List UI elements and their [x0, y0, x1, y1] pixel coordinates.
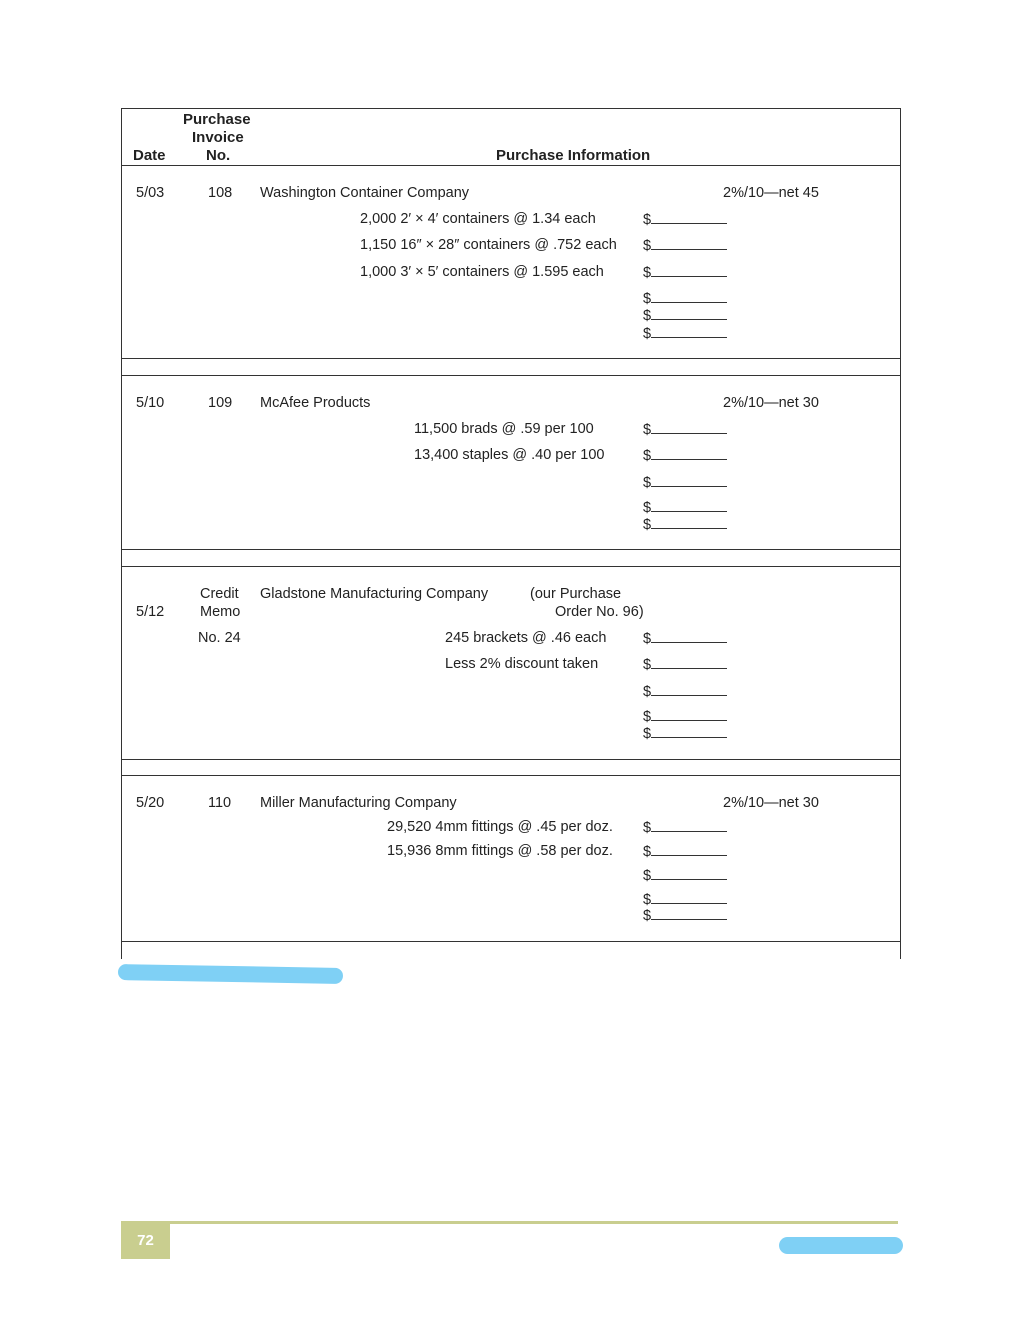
amount-blank[interactable]: $ [643, 516, 727, 533]
amount-blank[interactable]: $ [643, 499, 727, 516]
header-invoice-line3: No. [206, 147, 231, 164]
amount-blank[interactable]: $ [643, 891, 727, 908]
credit-memo-label: Memo [200, 604, 241, 620]
amount-blank[interactable]: $ [643, 708, 727, 725]
entry-vendor: Gladstone Manufacturing Company [260, 586, 489, 602]
entry-item: 1,000 3′ × 5′ containers @ 1.595 each [360, 264, 604, 280]
redaction-mark [118, 964, 343, 984]
entry-terms: 2%/10—net 45 [723, 185, 819, 201]
amount-blank[interactable]: $ [643, 421, 727, 438]
header-invoice-line2: Invoice [192, 129, 244, 146]
entry-terms: 2%/10—net 30 [723, 395, 819, 411]
entry-vendor: McAfee Products [260, 395, 371, 411]
entry-item: 29,520 4mm fittings @ .45 per doz. [387, 819, 613, 835]
entry-vendor: Washington Container Company [260, 185, 470, 201]
footer-rule [121, 1221, 898, 1224]
entry-item: 245 brackets @ .46 each [445, 630, 607, 646]
entry-item: 1,150 16″ × 28″ containers @ .752 each [360, 237, 617, 253]
section-divider [121, 375, 901, 376]
entry-date: 5/12 [136, 604, 165, 620]
entry-item: 11,500 brads @ .59 per 100 [414, 421, 594, 437]
credit-memo-number: No. 24 [198, 630, 241, 646]
purchase-order-note: (our Purchase [530, 586, 622, 602]
entry-invoice-number: 108 [208, 185, 233, 201]
amount-blank[interactable]: $ [643, 630, 727, 647]
amount-blank[interactable]: $ [643, 325, 727, 342]
section-divider [121, 759, 901, 760]
amount-blank[interactable]: $ [643, 683, 727, 700]
section-divider [121, 566, 901, 567]
amount-blank[interactable]: $ [643, 725, 727, 742]
entry-date: 5/20 [136, 795, 165, 811]
section-divider [121, 775, 901, 776]
amount-blank[interactable]: $ [643, 307, 727, 324]
amount-blank[interactable]: $ [643, 843, 727, 860]
amount-blank[interactable]: $ [643, 290, 727, 307]
section-divider [121, 358, 901, 359]
purchase-order-note: Order No. 96) [555, 604, 644, 620]
entry-date: 5/03 [136, 185, 165, 201]
amount-blank[interactable]: $ [643, 867, 727, 884]
entry-item: 15,936 8mm fittings @ .58 per doz. [387, 843, 613, 859]
entry-item: 2,000 2′ × 4′ containers @ 1.34 each [360, 211, 596, 227]
amount-blank[interactable]: $ [643, 447, 727, 464]
entry-invoice-number: 109 [208, 395, 233, 411]
amount-blank[interactable]: $ [643, 819, 727, 836]
amount-blank[interactable]: $ [643, 656, 727, 673]
credit-memo-label: Credit [200, 586, 239, 602]
entry-terms: 2%/10—net 30 [723, 795, 819, 811]
header-date: Date [133, 147, 166, 164]
section-divider [121, 941, 901, 942]
entry-invoice-number: 110 [208, 795, 232, 811]
header-divider [121, 165, 901, 166]
amount-blank[interactable]: $ [643, 474, 727, 491]
header-purchase-information: Purchase Information [496, 147, 651, 164]
amount-blank[interactable]: $ [643, 907, 727, 924]
amount-blank[interactable]: $ [643, 237, 727, 254]
amount-blank[interactable]: $ [643, 264, 727, 281]
entry-vendor: Miller Manufacturing Company [260, 795, 457, 811]
entry-item: Less 2% discount taken [445, 656, 599, 672]
redaction-mark [779, 1237, 903, 1254]
page-number: 72 [121, 1222, 170, 1259]
entry-date: 5/10 [136, 395, 165, 411]
amount-blank[interactable]: $ [643, 211, 727, 228]
header-invoice-line1: Purchase [183, 111, 251, 128]
section-divider [121, 549, 901, 550]
entry-item: 13,400 staples @ .40 per 100 [414, 447, 605, 463]
